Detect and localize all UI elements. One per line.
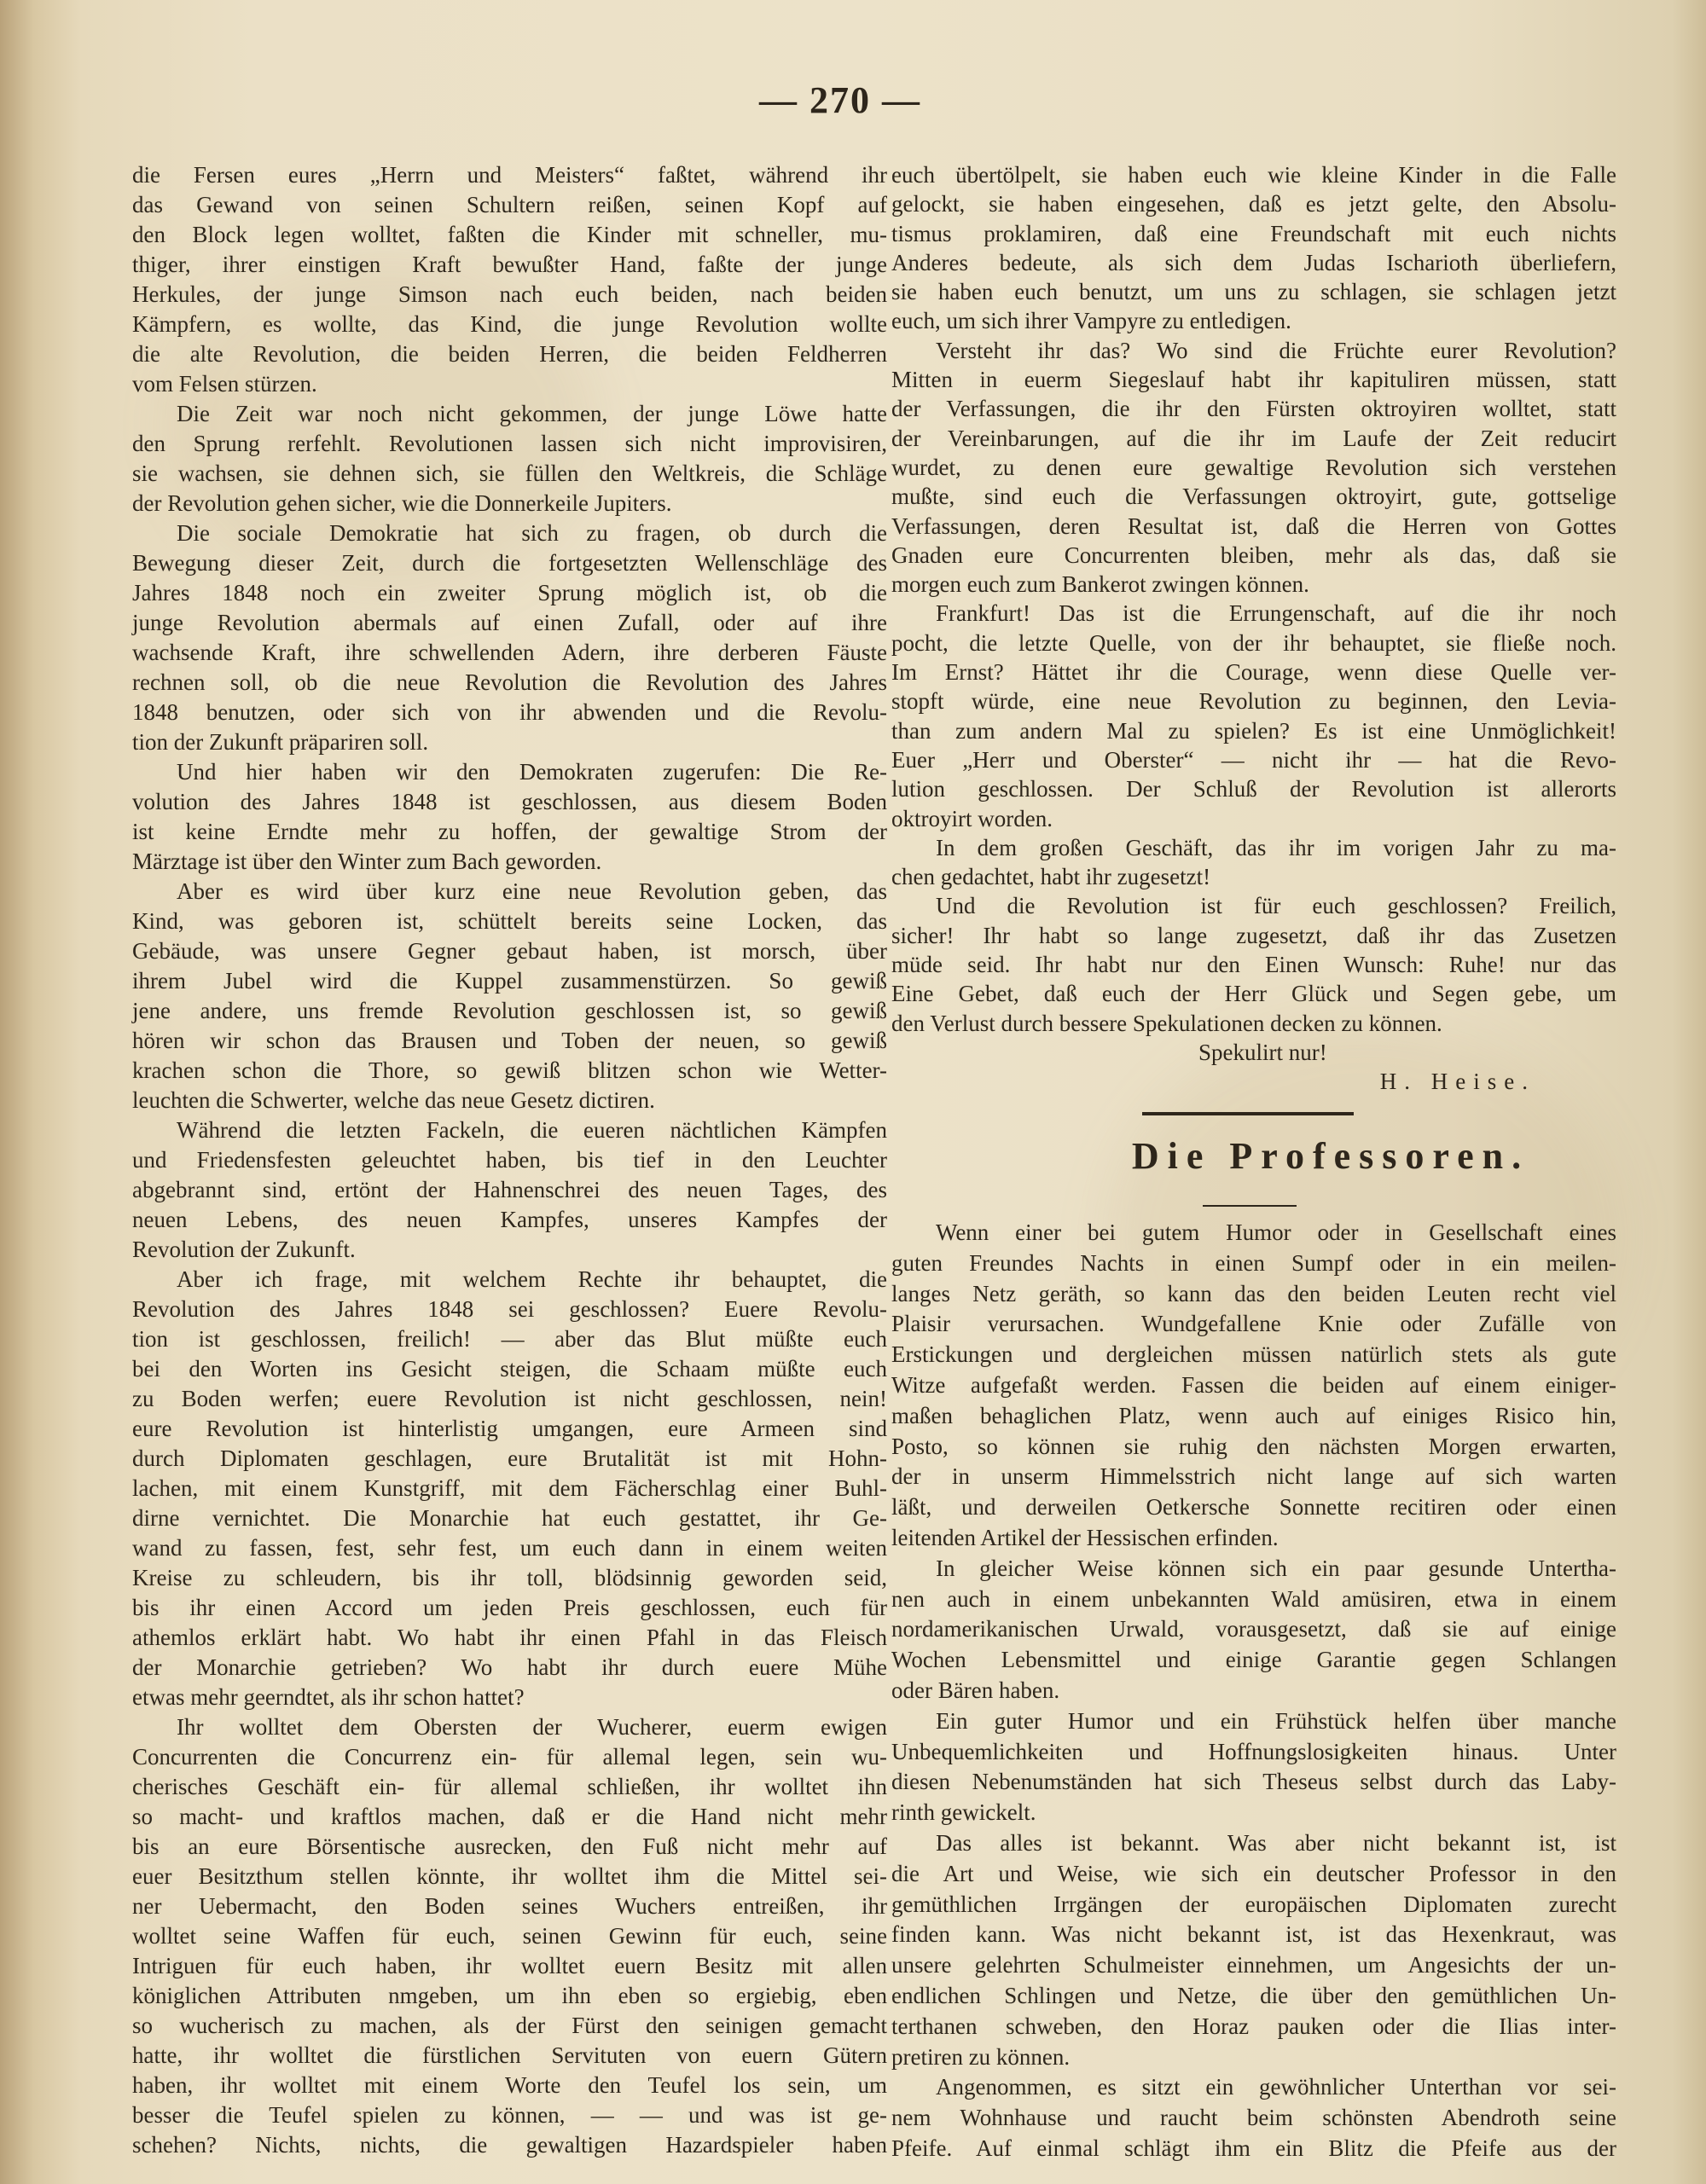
text-line: cherisches Geschäft ein- für allemal schließen, ihr wolltet ihn <box>132 1774 887 1799</box>
right-column-upper <box>891 160 1616 1096</box>
text-line: Im Ernst? Hättet ihr die Courage, wenn diese Quelle ver- <box>891 659 1616 686</box>
text-line: nen auch in einem unbekannten Wald amüsiren, etwa in einem <box>891 1585 1616 1612</box>
text-line: Aber ich frage, mit welchem Rechte ihr behauptet, die <box>177 1266 887 1292</box>
text-line: so macht- und kraftlos machen, daß er die Hand nicht mehr <box>132 1804 887 1829</box>
text-line: mußte, sind euch die Verfassungen oktroyirt, gute, gottselige <box>891 484 1616 510</box>
paragraph <box>132 1712 887 2160</box>
text-line: der Monarchie getrieben? Wo habt ihr durch euere Mühe <box>132 1654 887 1680</box>
text-line: das Gewand von seinen Schultern reißen, seinen Kopf auf <box>132 192 887 217</box>
title-underline <box>1203 1205 1297 1207</box>
paragraph <box>891 336 1616 600</box>
text-line: Witze aufgefaßt werden. Fassen die beiden auf einem einiger- <box>891 1371 1616 1398</box>
author-signature: H. Heise. <box>1379 1068 1535 1094</box>
text-line: Märztage ist über den Winter zum Bach geworden. <box>132 849 602 874</box>
text-line: königlichen Attributen nmgeben, um ihn eben so ergiebig, eben <box>132 1983 887 2008</box>
text-line: Eine Gebet, daß euch der Herr Glück und Segen gebe, um <box>891 981 1616 1007</box>
text-line: abgebrannt sind, ertönt der Hahnenschrei des neuen Tages, des <box>132 1177 887 1202</box>
text-line: nem Wohnhause und raucht beim schönsten Abendroth seine <box>891 2105 1616 2131</box>
text-line: In dem großen Geschäft, das ihr im vorigen Jahr zu ma- <box>936 834 1616 860</box>
text-line: Und die Revolution ist für euch geschlossen? Freilich, <box>936 893 1616 919</box>
article-continuation <box>891 160 1616 1038</box>
text-line: lachen, mit einem Kunstgriff, mit dem Fächerschlag einer Buhl- <box>132 1475 887 1501</box>
text-line: der Vereinbarungen, auf die ihr im Laufe der Zeit reducirt <box>891 425 1616 451</box>
text-line: morgen euch zum Bankerot zwingen können. <box>891 571 1309 598</box>
paragraph <box>891 160 1616 336</box>
text-line: tismus proklamiren, daß eine Freundschaft mit euch nichts <box>891 220 1616 246</box>
text-line: so wucherisch zu machen, als der Fürst den seinigen gemacht <box>132 2013 887 2038</box>
paragraph <box>891 1706 1616 1828</box>
text-line: Wochen Lebensmittel und einige Garantie gegen Schlangen <box>891 1647 1616 1673</box>
text-line: Ein guter Humor und ein Frühstück helfen über manche <box>936 1707 1616 1734</box>
text-line: rechnen soll, ob die neue Revolution die Revolution des Jahres <box>132 669 887 695</box>
text-line: terthanen schweben, den Horaz pauken oder die Ilias inter- <box>891 2013 1616 2039</box>
paragraph <box>132 160 887 399</box>
text-line: oder Bären haben. <box>891 1677 1060 1703</box>
text-line: vom Felsen stürzen. <box>132 371 317 397</box>
text-line: Revolution des Jahres 1848 sei geschlossen? Euere Revolu- <box>132 1296 887 1322</box>
text-line: Mitten in euerm Siegeslauf habt ihr kapituliren müssen, statt <box>891 367 1616 393</box>
text-line: der in unserm Himmelsstrich nicht lange auf sich warten <box>891 1463 1616 1490</box>
text-line: zu Boden werfen; euere Revolution ist nicht geschlossen, nein! <box>132 1386 887 1411</box>
text-line: 1848 benutzen, oder sich von ihr abwenden und die Revolu- <box>132 699 887 725</box>
text-line: Die Zeit war noch nicht gekommen, der junge Löwe hatte <box>177 401 887 426</box>
text-line: Versteht ihr das? Wo sind die Früchte eurer Revolution? <box>936 337 1616 363</box>
text-line: dirne vernichtet. Die Monarchie hat euch gestattet, ihr Ge- <box>132 1505 887 1531</box>
text-line: Frankfurt! Das ist die Errungenschaft, auf die ihr noch <box>936 600 1616 627</box>
text-line: hatte, ihr wolltet die fürstlichen Servituten von euern Gütern <box>132 2042 887 2068</box>
text-line: besser die Teufel spielen zu können, — — und was ist ge- <box>132 2102 887 2128</box>
paragraph <box>132 518 887 757</box>
text-line: nordamerikanischen Urwald, vorausgesetzt, daß sie auf einige <box>891 1616 1616 1642</box>
text-line: Plaisir verursachen. Wundgefallene Knie oder Zufälle von <box>891 1311 1616 1337</box>
text-line: athemlos erklärt habt. Wo habt ihr einen Pfahl in das Fleisch <box>132 1625 887 1650</box>
text-line: Das alles ist bekannt. Was aber nicht bekannt ist, ist <box>936 1829 1616 1856</box>
paragraph <box>132 757 887 877</box>
text-line: Concurrenten die Concurrenz ein- für allemal legen, sein wu- <box>132 1744 887 1770</box>
paragraph <box>891 1218 1616 1554</box>
text-line: rinth gewickelt. <box>891 1799 1036 1826</box>
text-line: Gebäude, was unsere Gegner gebaut haben, ist morsch, über <box>132 938 887 964</box>
text-line: volution des Jahres 1848 ist geschlossen, aus diesem Boden <box>132 789 887 814</box>
text-line: die Art und Weise, wie sich ein deutscher Professor in den <box>891 1860 1616 1886</box>
text-line: die Fersen eures „Herrn und Meisters“ faßtet, während ihr <box>132 162 887 188</box>
text-line: gelockt, sie haben eingesehen, daß es jetzt gelte, den Absolu- <box>891 191 1616 217</box>
text-line: müde seid. Ihr habt nur den Einen Wunsch: Ruhe! nur das <box>891 952 1616 978</box>
text-line: endlichen Schlingen und Netze, die über den gemüthlichen Un- <box>891 1982 1616 2008</box>
text-line: ihrem Jubel wird die Kuppel zusammenstürzen. So gewiß <box>132 968 887 994</box>
text-line: tion ist geschlossen, freilich! — aber das Blut müßte euch <box>132 1326 887 1352</box>
text-line: haben, ihr wolltet mit einem Worte den Teufel los sein, um <box>132 2072 887 2098</box>
text-line: sicher! Ihr habt so lange zugesetzt, daß ihr das Zusetzen <box>891 922 1616 948</box>
paragraph <box>132 1115 887 1265</box>
text-line: Kämpfern, es wollte, das Kind, die junge Revolution wollte <box>132 311 887 337</box>
text-line: sie haben euch benutzt, um uns zu schlagen, sie schlagen jetzt <box>891 279 1616 305</box>
text-line: Und hier haben wir den Demokraten zugerufen: Die Re- <box>177 759 887 785</box>
text-line: der Revolution gehen sicher, wie die Donnerkeile Jupiters. <box>132 490 672 516</box>
text-line: krachen schon die Thore, so gewiß blitzen schon wie Wetter- <box>132 1057 887 1083</box>
text-line: In gleicher Weise können sich ein paar gesunde Unterthа- <box>936 1555 1616 1581</box>
paragraph <box>891 1554 1616 1706</box>
article-title: Die Professoren. <box>1131 1135 1530 1177</box>
closing-phrase: Spekulirt nur! <box>1198 1039 1327 1065</box>
text-line: pocht, die letzte Quelle, von der ihr behauptet, sie fließe noch. <box>891 629 1616 656</box>
text-line: und Friedensfesten geleuchtet haben, bis tief in den Leuchter <box>132 1147 887 1173</box>
paragraph <box>132 399 887 518</box>
text-line: die alte Revolution, die beiden Herren, die beiden Feldherren <box>132 341 887 367</box>
text-line: than zum andern Mal zu spielen? Es ist eine Unmöglichkeit! <box>891 717 1616 744</box>
text-line: Ihr wolltet dem Obersten der Wucherer, euerm ewigen <box>177 1714 887 1740</box>
text-line: leuchten die Schwerter, welche das neue Gesetz dictiren. <box>132 1087 655 1113</box>
text-line: Aber es wird über kurz eine neue Revolution geben, das <box>177 878 887 904</box>
page-number: — 270 — <box>759 79 921 121</box>
text-line: sie wachsen, sie dehnen sich, sie füllen den Weltkreis, die Schläge <box>132 461 887 486</box>
text-line: Posto, so können sie ruhig den nächsten Morgen erwarten, <box>891 1433 1616 1459</box>
text-line: schehen? Nichts, nichts, die gewaltigen Hazardspieler haben <box>132 2132 887 2158</box>
text-line: wachsende Kraft, ihre schwellenden Adern, ihre derberen Fäuste <box>132 640 887 665</box>
text-line: bis an eure Börsentische ausrecken, den Fuß nicht mehr auf <box>132 1834 887 1859</box>
text-line: Angenommen, es sitzt ein gewöhnlicher Unterthan vor sei- <box>936 2074 1616 2100</box>
text-line: den Sprung rerfehlt. Revolutionen lassen sich nicht improvisiren, <box>132 431 887 456</box>
text-line: Während die letzten Fackeln, die eueren nächtlichen Kämpfen <box>177 1117 887 1143</box>
paragraph <box>891 833 1616 892</box>
text-line: bis ihr einen Accord um jeden Preis geschlossen, euch für <box>132 1595 887 1620</box>
text-line: Verfassungen, deren Resultat ist, daß die Herren von Gottes <box>891 513 1616 539</box>
text-line: ist keine Erndte mehr zu hoffen, der gewaltige Strom der <box>132 819 887 844</box>
text-line: diesen Nebenumständen hat sich Theseus selbst durch das Laby- <box>891 1769 1616 1795</box>
text-line: Kreise zu schleudern, bis ihr toll, blödsinnig geworden seid, <box>132 1565 887 1590</box>
text-line: der Verfassungen, die ihr den Fürsten oktroyiren wolltet, statt <box>891 396 1616 422</box>
text-line: lution geschlossen. Der Schluß der Revolution ist allerorts <box>891 776 1616 802</box>
text-line: Intriguen für euch haben, ihr wolltet euern Besitz mit allen <box>132 1953 887 1978</box>
article-body <box>891 1218 1616 2164</box>
section-divider <box>1142 1112 1354 1115</box>
text-line: Anderes bedeute, als sich dem Judas Ischarioth überliefern, <box>891 249 1616 275</box>
text-line: junge Revolution abermals auf einen Zufall, oder auf ihre <box>132 610 887 635</box>
text-line: stopft würde, eine neue Revolution zu beginnen, den Levia- <box>891 688 1616 715</box>
text-line: Gnaden eure Concurrenten bleiben, mehr als das, daß sie <box>891 542 1616 568</box>
text-line: tion der Zukunft präpariren soll. <box>132 729 429 755</box>
text-line: Unbequemlichkeiten und Hoffnungslosigkeiten hinaus. Unter <box>891 1738 1616 1764</box>
text-line: Euer „Herr und Oberster“ — nicht ihr — hat die Revo- <box>891 746 1616 773</box>
text-line: euch, um sich ihrer Vampyre zu entledigen. <box>891 308 1291 334</box>
text-line: eure Revolution ist hinterlistig umgangen, eure Armeen sind <box>132 1416 887 1441</box>
text-line: hören wir schon das Brausen und Toben der neuen, so gewiß <box>132 1028 887 1053</box>
text-line: euch übertölpelt, sie haben euch wie kleine Kinder in die Falle <box>891 162 1616 188</box>
paragraph <box>132 877 887 1115</box>
text-line: Pfeife. Auf einmal schlägt ihm ein Blitz die Pfeife aus der <box>891 2135 1616 2161</box>
text-line: pretiren zu können. <box>891 2043 1071 2070</box>
paragraph <box>891 2072 1616 2164</box>
text-line: wolltet seine Waffen für euch, seinen Gewinn für euch, seine <box>132 1923 887 1949</box>
text-line: gemüthlichen Irrgängen der europäischen Diplomaten zurecht <box>891 1891 1616 1917</box>
text-line: durch Diplomaten geschlagen, eure Brutalität ist mit Hohn- <box>132 1445 887 1471</box>
text-line: Revolution der Zukunft. <box>132 1237 356 1262</box>
text-line: chen gedachtet, habt ihr zugesetzt! <box>891 864 1211 890</box>
text-line: jene andere, uns fremde Revolution geschlossen ist, so gewiß <box>132 998 887 1023</box>
text-line: thiger, ihrer einstigen Kraft bewußter Hand, faßte der junge <box>132 252 887 277</box>
left-column <box>132 160 887 2160</box>
text-line: Die sociale Demokratie hat sich zu fragen, ob durch die <box>177 520 887 546</box>
text-line: maßen behaglichen Platz, wenn auch auf einiges Risico hin, <box>891 1402 1616 1428</box>
text-line: oktroyirt worden. <box>891 805 1053 831</box>
text-line: den Block legen wolltet, faßten die Kinder mit schneller, mu- <box>132 222 887 247</box>
text-line: Herkules, der junge Simson nach euch beiden, nach beiden <box>132 281 887 307</box>
paragraph <box>891 891 1616 1037</box>
text-line: leitenden Artikel der Hessischen erfinden. <box>891 1524 1279 1550</box>
text-line: etwas mehr geerndtet, als ihr schon hattet? <box>132 1684 525 1710</box>
text-line: finden kann. Was nicht bekannt ist, ist das Hexenkraut, was <box>891 1921 1616 1948</box>
paragraph <box>132 1265 887 1712</box>
paragraph <box>891 1828 1616 2072</box>
text-line: unsere gelehrten Schulmeister einnehmen, um Angesichts der un- <box>891 1952 1616 1978</box>
text-line: bei den Worten ins Gesicht steigen, die Schaam müßte euch <box>132 1356 887 1382</box>
text-line: euer Besitzthum stellen könnte, ihr wolltet ihm die Mittel sei- <box>132 1863 887 1889</box>
text-line: wurdet, zu denen eure gewaltige Revolution sich verstehen <box>891 454 1616 480</box>
text-line: läßt, und derweilen Oetkersche Sonnette recitiren oder einen <box>891 1494 1616 1521</box>
text-line: Jahres 1848 noch ein zweiter Sprung möglich ist, ob die <box>132 580 887 605</box>
text-line: Wenn einer bei gutem Humor oder in Gesellschaft eines <box>936 1219 1616 1245</box>
text-line: neuen Lebens, des neuen Kampfes, unseres Kampfes der <box>132 1207 887 1232</box>
text-line: den Verlust durch bessere Spekulationen decken zu können. <box>891 1010 1442 1036</box>
text-line: langes Netz geräth, so kann das den beiden Leuten recht viel <box>891 1280 1616 1306</box>
text-line: guten Freundes Nachts in einen Sumpf oder in ein meilen- <box>891 1249 1616 1276</box>
text-line: ner Uebermacht, den Boden seines Wuchers entreißen, ihr <box>132 1893 887 1919</box>
paragraph <box>891 599 1616 832</box>
text-line: Kind, was geboren ist, schüttelt bereits seine Locken, das <box>132 908 887 934</box>
text-line: wand zu fassen, fest, sehr fest, um euch dann in einem weiten <box>132 1535 887 1561</box>
text-line: Bewegung dieser Zeit, durch die fortgesetzten Wellenschläge des <box>132 550 887 576</box>
text-line: Erstickungen und dergleichen müssen natürlich stets als gute <box>891 1341 1616 1368</box>
